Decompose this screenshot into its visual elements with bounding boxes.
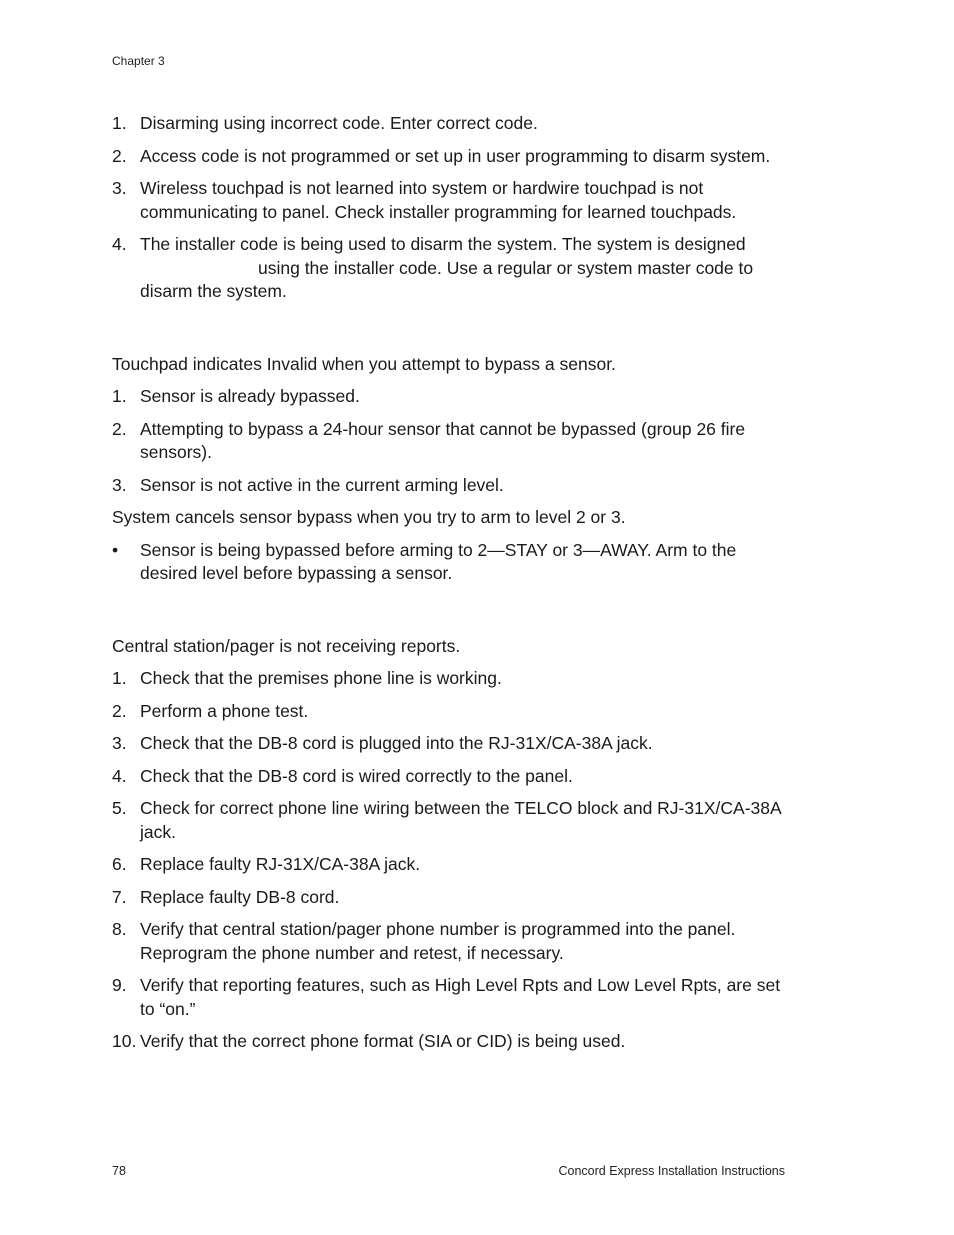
list-text: Check that the DB-8 cord is plugged into the RJ-31X/CA-38A jack.: [140, 733, 653, 753]
section-spacer: [112, 595, 792, 635]
section-spacer: [112, 313, 792, 353]
list-text: Wireless touchpad is not learned into system or hardwire touchpad is not communicating to panel. Check installer programming for learned touchpads.: [140, 178, 737, 222]
list-item: [112, 112, 792, 136]
list-text: Replace faulty RJ-31X/CA-38A jack.: [140, 854, 421, 874]
list-number: 1.: [112, 668, 127, 688]
list-item: [112, 1030, 792, 1054]
list-text: Disarming using incorrect code. Enter correct code.: [140, 113, 538, 133]
list-number: 8.: [112, 919, 127, 939]
list-text: Check that the premises phone line is working.: [140, 668, 502, 688]
list-item: [112, 974, 792, 1021]
list-number: 3.: [112, 733, 127, 753]
problem-statement: Touchpad indicates Invalid when you attempt to bypass a sensor.: [112, 353, 616, 374]
list-item: [112, 765, 792, 789]
list-item: [112, 700, 792, 724]
bullet-item: [112, 539, 792, 586]
list-number: 2.: [112, 145, 127, 166]
list-number: 1.: [112, 113, 127, 133]
list-text-part-b: using the installer code. Use a regular or system master code to disarm the system.: [140, 257, 754, 301]
list-text: Verify that reporting features, such as High Level Rpts and Low Level Rpts, are set to “on.”: [140, 975, 781, 1019]
list-number: 2.: [112, 418, 127, 439]
list-item: [112, 177, 792, 224]
list-item: [112, 418, 792, 465]
list-text: Perform a phone test.: [140, 700, 309, 721]
list-item: [112, 732, 792, 756]
bullet-mark: •: [112, 539, 119, 560]
list-item: [112, 233, 792, 304]
list-number: 3.: [112, 178, 127, 198]
list-text: Verify that central station/pager phone number is programmed into the panel. Reprogram the phone number and retest, if necessary.: [140, 919, 736, 963]
bullet-text: Sensor is being bypassed before arming to 2—STAY or 3—AWAY. Arm to the desired level before bypassing a sensor.: [140, 539, 737, 583]
list-item: [112, 385, 792, 409]
list-text: Access code is not programmed or set up in user programming to disarm system.: [140, 145, 771, 166]
list-item: [112, 797, 792, 844]
list-text: [140, 233, 792, 304]
list-number: 6.: [112, 854, 127, 874]
problem-statement: Central station/pager is not receiving reports.: [112, 635, 461, 656]
list-item: [112, 145, 792, 169]
list-text: Sensor is not active in the current arming level.: [140, 474, 504, 495]
list-text-part-a: The installer code is being used to disarm the system. The system is designed: [140, 234, 746, 254]
list-number: 7.: [112, 886, 127, 907]
list-item: [112, 853, 792, 877]
chapter-header: Chapter 3: [112, 54, 165, 68]
list-item: [112, 667, 792, 691]
page-number: 78: [112, 1164, 126, 1178]
list-number: 2.: [112, 700, 127, 721]
section-disarm-troubleshooting: [112, 112, 792, 304]
list-number: 3.: [112, 474, 127, 495]
page-content: [112, 112, 792, 1063]
list-number: 5.: [112, 798, 127, 818]
list-number: 4.: [112, 765, 127, 786]
list-number: 9.: [112, 975, 127, 995]
list-text: Check for correct phone line wiring between the TELCO block and RJ-31X/CA-38A jack.: [140, 798, 781, 842]
list-text: Attempting to bypass a 24-hour sensor that cannot be bypassed (group 26 fire sensors).: [140, 418, 746, 462]
list-text: Sensor is already bypassed.: [140, 386, 360, 406]
problem-statement: System cancels sensor bypass when you try to arm to level 2 or 3.: [112, 507, 626, 527]
list-number: 1.: [112, 386, 127, 406]
list-item: [112, 918, 792, 965]
document-title-footer: Concord Express Installation Instructions: [558, 1164, 785, 1178]
list-text: Verify that the correct phone format (SIA or CID) is being used.: [140, 1031, 626, 1051]
list-item: [112, 886, 792, 910]
section-reporting-troubleshooting: [112, 635, 792, 1054]
section-bypass-troubleshooting: [112, 353, 792, 586]
list-text: Replace faulty DB-8 cord.: [140, 886, 340, 907]
list-item: [112, 474, 792, 498]
list-number: 4.: [112, 234, 127, 254]
list-text: Check that the DB-8 cord is wired correctly to the panel.: [140, 765, 573, 786]
list-number: 10.: [112, 1031, 137, 1051]
